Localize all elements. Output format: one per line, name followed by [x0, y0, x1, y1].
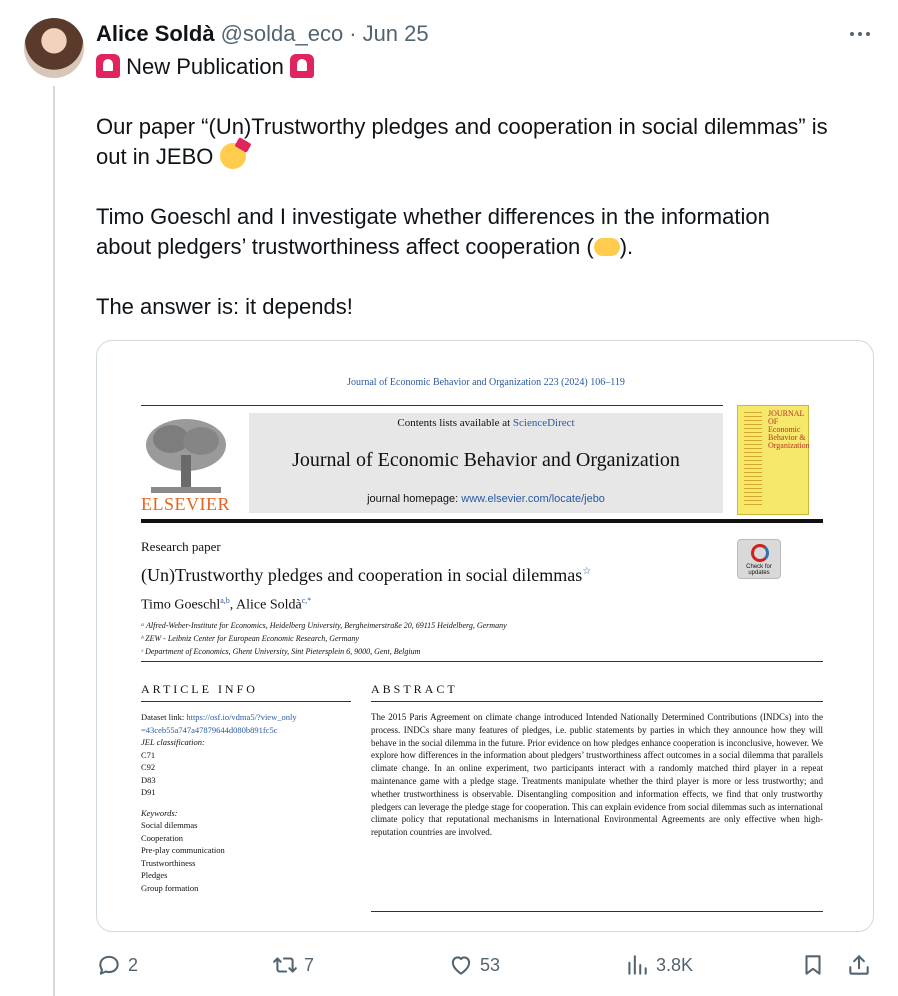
tweet-paragraph-3: The answer is: it depends!	[96, 294, 353, 319]
paper-title-text: (Un)Trustworthy pledges and cooperation in social dilemmas	[141, 565, 583, 585]
separator: ·	[349, 21, 357, 46]
homepage-prefix: journal homepage:	[367, 493, 462, 505]
avatar[interactable]	[24, 18, 84, 78]
check-updates-label: Check for updates	[746, 564, 772, 576]
check-updates-icon	[751, 544, 769, 562]
keyword: Social dilemmas	[141, 820, 198, 830]
bookmark-button[interactable]	[800, 950, 826, 980]
attached-image[interactable]	[96, 340, 874, 932]
heart-icon	[448, 952, 474, 978]
share-button[interactable]	[846, 950, 872, 980]
sciencedirect-link[interactable]: ScienceDirect	[512, 417, 575, 429]
repost-button[interactable]	[272, 950, 314, 980]
paragraph-1-text-b: out in JEBO	[96, 144, 214, 169]
repost-count: 7	[304, 954, 315, 975]
reply-count: 2	[128, 954, 139, 975]
dataset-label: Dataset link:	[141, 712, 187, 722]
author-2-affil-mark: c,*	[301, 596, 312, 605]
tweet-paragraph-1	[96, 112, 886, 172]
article-info-heading: ARTICLE INFO	[141, 682, 258, 696]
author-1-affil-mark: a,b	[220, 596, 230, 605]
tweet-paragraph-2	[96, 202, 886, 262]
divider-thick	[141, 519, 823, 523]
affiliation-c: ᶜ Department of Economics, Ghent University, Sint Pietersplein 6, 9000, Gent, Belgium	[141, 647, 421, 656]
paragraph-2-line-b	[96, 232, 886, 262]
views-count: 3.8K	[656, 954, 694, 975]
divider	[141, 405, 723, 406]
abstract-text: The 2015 Paris Agreement on climate change introduced Intended Nationally Determined Contributions (INDCs) into the process. INDCs share many features of pledges, i.e. public statements by parties in which they announce how they will behave in the social dilemma in the future. Prior evidence on how pledges enhance cooperation is inconclusive, however. We explore how differences in the information about pledgers’ trustworthiness affect outcomes in a social dilemma that parallels climate change. In an online experiment, two participants interact with a randomly matched third player in a repeat maintenance game with a pledge stage. Treatments manipulate whether the third player is more or less trustworthy; and whether trustworthiness is observable. Disentangling composition and information effects, we find that only trustworthy pledgers can leverage the pledge stage for cooperation. This can explain evidence from social dilemmas such as international climate policy that reputational mechanisms in International Environmental Agreements are only effective when high-reputation countries are involved.	[371, 712, 823, 838]
author-1: Timo Goeschl	[141, 597, 221, 613]
keyword: Cooperation	[141, 832, 184, 843]
journal-cover	[737, 405, 809, 515]
homepage-link[interactable]: www.elsevier.com/locate/jebo	[461, 493, 605, 505]
jel-code: D91	[141, 787, 156, 797]
tweet-actions	[96, 950, 874, 980]
paragraph-2-line-a: Timo Goeschl and I investigate whether differences in the information	[96, 204, 770, 229]
cover-decoration	[744, 412, 762, 508]
author-name[interactable]: Alice Soldà	[96, 21, 215, 46]
divider	[141, 701, 351, 702]
contents-prefix: Contents lists available at	[397, 417, 513, 429]
spacer	[141, 799, 351, 807]
jel-code: D83	[141, 774, 156, 785]
like-button[interactable]	[448, 950, 500, 980]
like-count: 53	[480, 954, 501, 975]
handshake-emoji-icon	[594, 238, 620, 256]
paragraph-1-line-a: Our paper “(Un)Trustworthy pledges and cooperation in social dilemmas” is	[96, 114, 828, 139]
author-handle[interactable]: @solda_eco	[220, 21, 344, 46]
views-button[interactable]	[624, 950, 693, 980]
elsevier-logo: ELSEVIER	[141, 494, 230, 514]
title-footnote-mark: ☆	[582, 566, 592, 577]
siren-emoji-icon	[290, 54, 314, 78]
paper-first-page	[97, 341, 874, 932]
publication-label: New Publication	[126, 54, 284, 79]
reply-button[interactable]	[96, 950, 138, 980]
dataset-line	[141, 711, 351, 724]
jel-code: C92	[141, 762, 156, 772]
keywords-label	[141, 807, 351, 820]
author-2: Alice Soldà	[236, 597, 302, 613]
affiliations	[141, 619, 507, 658]
divider	[141, 661, 823, 662]
affiliation-a: ᵃ Alfred-Weber-Institute for Economics, Heidelberg University, Bergheimerstraße 20, 69115 Heidelberg, Germany	[141, 621, 507, 630]
article-info	[141, 711, 351, 894]
analytics-icon	[624, 952, 650, 978]
tweet-header	[96, 20, 429, 48]
divider	[371, 701, 823, 702]
author-separator: ,	[229, 597, 237, 613]
thread-line	[53, 86, 55, 996]
jel-label	[141, 736, 351, 749]
share-icon	[846, 952, 872, 978]
keyword: Pre-play communication	[141, 845, 225, 855]
more-options-icon[interactable]	[846, 22, 874, 46]
tweet-date[interactable]: Jun 25	[362, 21, 429, 46]
paragraph-2-text-b: about pledgers’ trustworthiness affect cooperation (	[96, 234, 594, 259]
paragraph-2-text-c: ).	[619, 234, 634, 259]
paragraph-1-line-b	[96, 142, 886, 172]
abstract-heading: ABSTRACT	[371, 682, 458, 696]
paper-authors	[141, 596, 311, 614]
repost-icon	[272, 952, 298, 978]
party-face-emoji-icon	[220, 143, 246, 169]
dataset-link[interactable]: https://osf.io/vdma5/?view_only	[186, 712, 297, 722]
check-for-updates-badge	[737, 539, 781, 579]
reply-icon	[96, 952, 122, 978]
elsevier-tree-icon	[141, 415, 231, 495]
journal-title: Journal of Economic Behavior and Organization	[292, 449, 680, 471]
cover-text: JOURNAL OF Economic Behavior & Organization	[768, 409, 810, 450]
tweet-text-line-1	[96, 52, 886, 82]
dataset-link-cont[interactable]: =43ceb55a747a47879644d080b891fc5c	[141, 724, 278, 735]
journal-banner	[249, 413, 723, 513]
journal-reference: Journal of Economic Behavior and Organization 223 (2024) 106–119	[347, 377, 625, 388]
jel-label-text: JEL classification:	[141, 737, 205, 747]
affiliation-b: ᵇ ZEW - Leibniz Center for European Economic Research, Germany	[141, 634, 359, 643]
paper-title	[141, 565, 591, 586]
contents-line	[249, 417, 723, 429]
keyword: Trustworthiness	[141, 857, 196, 868]
paper-type: Research paper	[141, 539, 221, 554]
keyword: Pledges	[141, 870, 168, 880]
jel-code: C71	[141, 749, 156, 760]
bookmark-icon	[800, 952, 826, 978]
keywords-label-text: Keywords:	[141, 807, 178, 818]
keyword: Group formation	[141, 882, 199, 893]
siren-emoji-icon	[96, 54, 120, 78]
divider	[371, 911, 823, 912]
homepage-line	[249, 493, 723, 505]
